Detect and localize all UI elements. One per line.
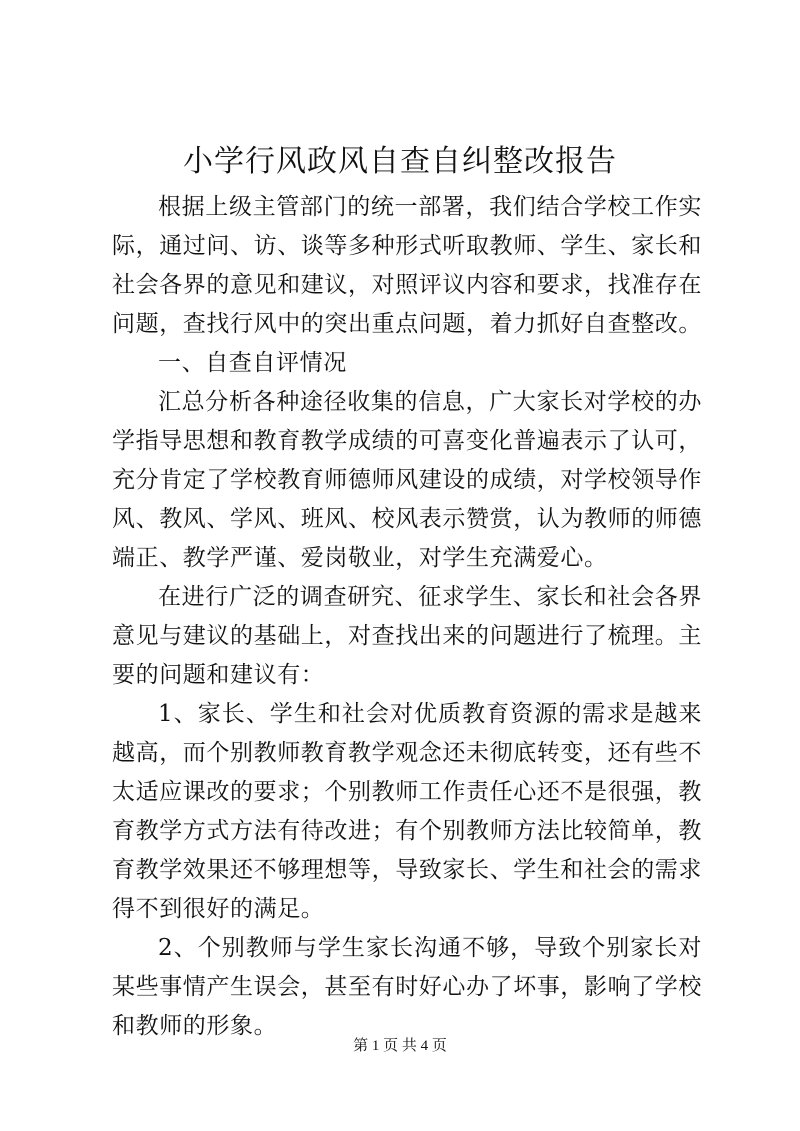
- section-heading-self-check: 一、自查自评情况: [158, 350, 347, 376]
- document-title: 小学行风政风自查自纠整改报告: [183, 144, 617, 179]
- paragraph-issues-intro: 在进行广泛的调查研究、征求学生、家长和社会各界意见与建议的基础上，对查找出来的问题进行了梳理。主要的问题和建议有：: [112, 584, 702, 688]
- paragraph-intro: 根据上级主管部门的统一部署，我们结合学校工作实际，通过问、访、谈等多种形式听取教师、学生、家长和社会各界的意见和建议，对照评议内容和要求，找准存在问题，查找行风中的突出重点问题，着力抓好自查整改。: [112, 194, 702, 337]
- paragraph-summary: 汇总分析各种途径收集的信息，广大家长对学校的办学指导思想和教育教学成绩的可喜变化普遍表示了认可，充分肯定了学校教育师德师风建设的成绩，对学校领导作风、教风、学风、班风、校风表示赞赏，认为教师的师德端正、教学严谨、爱岗敬业，对学生充满爱心。: [112, 389, 702, 571]
- paragraph-issue-2: 2、个别教师与学生家长沟通不够，导致个别家长对某些事情产生误会，甚至有时好心办了坏事，影响了学校和教师的形象。: [112, 935, 702, 1039]
- page-footer: 第 1 页 共 4 页: [353, 1038, 447, 1054]
- document-body: [112, 188, 702, 1046]
- paragraph-issue-1: 1、家长、学生和社会对优质教育资源的需求是越来越高，而个别教师教育教学观念还未彻底转变，还有些不太适应课改的要求；个别教师工作责任心还不是很强，教育教学方式方法有待改进；有个别教师方法比较简单，教育教学效果还不够理想等，导致家长、学生和社会的需求得不到很好的满足。: [112, 701, 702, 922]
